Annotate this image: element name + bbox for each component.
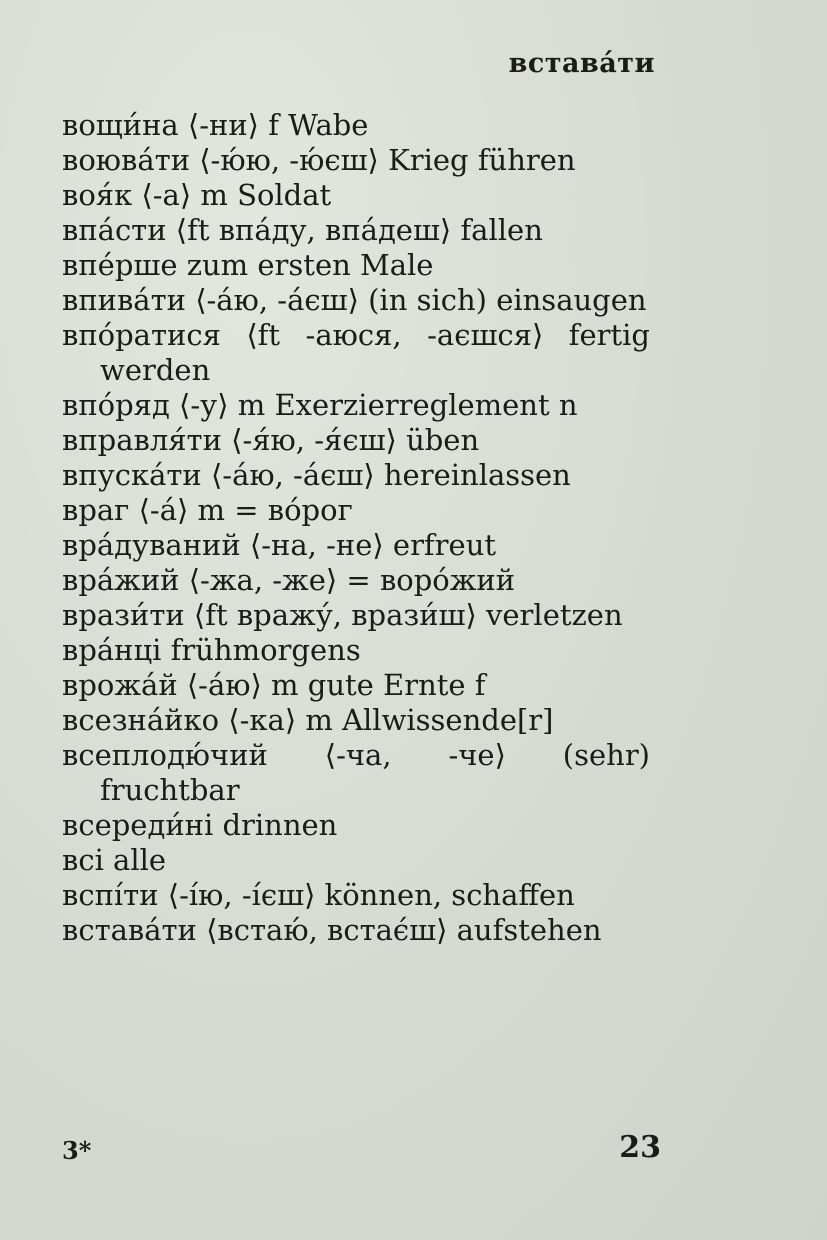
- dictionary-entry: врáнці frühmorgens: [62, 633, 361, 667]
- dictionary-entry: враг ⟨-á⟩ m = вóрог: [62, 493, 353, 527]
- dictionary-entry: всеплодю́чий ⟨-ча, -че⟩ (sehr) fruchtbar: [62, 738, 650, 807]
- page-number: 23: [619, 1130, 661, 1165]
- dictionary-entry: воя́к ⟨-а⟩ m Soldat: [62, 178, 332, 212]
- entry-list: [62, 108, 650, 948]
- dictionary-entry: впивáти ⟨-áю, -áєш⟩ (in sich) einsaugen: [62, 283, 647, 317]
- dictionary-entry: врáдуваний ⟨-на, -не⟩ erfreut: [62, 528, 497, 562]
- dictionary-entry: всі alle: [62, 843, 167, 877]
- dictionary-entry: вощи́на ⟨-ни⟩ f Wabe: [62, 108, 369, 142]
- dictionary-entry: врази́ти ⟨ft вражу́, врази́ш⟩ verletzen: [62, 598, 623, 632]
- dictionary-entry: врáжий ⟨-жа, -же⟩ = ворóжий: [62, 563, 516, 597]
- dictionary-entry: впáсти ⟨ft впáду, впáдеш⟩ fallen: [62, 213, 543, 247]
- dictionary-entry: вспíти ⟨-íю, -íєш⟩ können, schaffen: [62, 878, 575, 912]
- dictionary-entry: воювáти ⟨-ю́ю, -ю́єш⟩ Krieg führen: [62, 143, 576, 177]
- dictionary-entry: вправля́ти ⟨-я́ю, -я́єш⟩ üben: [62, 423, 480, 457]
- signature-mark: 3*: [62, 1136, 92, 1165]
- dictionary-entry: впускáти ⟨-áю, -áєш⟩ hereinlassen: [62, 458, 571, 492]
- dictionary-entry: врожáй ⟨-áю⟩ m gute Ernte f: [62, 668, 486, 702]
- dictionary-entry: всезнáйко ⟨-ка⟩ m Allwissende[r]: [62, 703, 554, 737]
- dictionary-entry: впóряд ⟨-у⟩ m Exerzierreglement n: [62, 388, 578, 422]
- running-head: вставáти: [508, 48, 655, 79]
- dictionary-entry: впéрше zum ersten Male: [62, 248, 434, 282]
- dictionary-entry: впóратися ⟨ft -аюся, -аєшся⟩ fertig werden: [62, 318, 650, 387]
- dictionary-entry: всереди́ні drinnen: [62, 808, 338, 842]
- dictionary-entry: вставáти ⟨встаю́, встає́ш⟩ aufstehen: [62, 913, 602, 947]
